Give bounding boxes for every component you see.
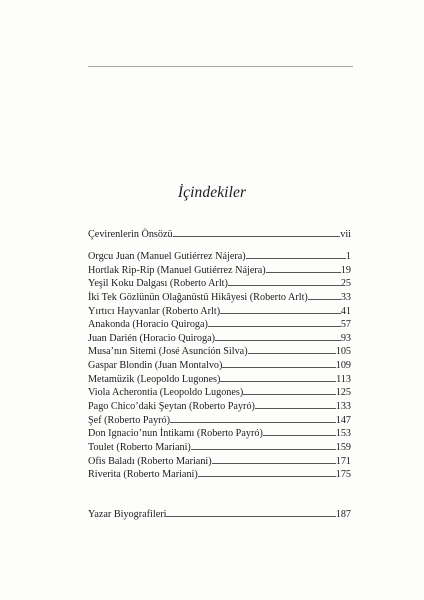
toc-entry-title: Viola Acherontia (Leopoldo Lugones) [88,387,244,399]
toc-entry [88,318,351,332]
toc-entry [88,508,351,522]
toc-entry-title: Yırtıcı Hayvanlar (Roberto Arlt) [88,305,221,317]
toc-entry-title: Şef (Roberto Payró) [88,414,171,426]
toc-page-number: 187 [335,509,351,520]
toc-page-number: 25 [340,278,351,290]
toc-entry-title: Gaspar Blondin (Juan Montalvo) [88,360,223,372]
toc-entry-title: Hortlak Rip-Rip (Manuel Gutiérrez Nájera) [88,264,266,276]
toc-page-number: 125 [335,387,351,399]
toc-entry [88,386,351,400]
toc-leader-line [222,367,335,368]
toc-entry-title: Çevirenlerin Önsözü [88,229,173,240]
toc-entry [88,264,351,278]
toc-entry [88,468,351,482]
toc-page-number: 175 [335,469,351,481]
header-rule [88,66,353,67]
toc-entry [88,345,351,359]
toc-leader-line [220,381,336,382]
toc-page-number: 147 [335,414,351,426]
toc-entry [88,427,351,441]
toc-front-matter [88,228,351,242]
toc-entry-title: Orgcu Juan (Manuel Gutiérrez Nájera) [88,251,246,262]
toc-leader-line [220,313,341,314]
toc-leader-line [170,422,336,423]
toc-leader-line [215,340,341,341]
toc-entry-title: Anakonda (Horacio Quiroga) [88,319,208,331]
toc-entry-title: İki Tek Gözlünün Olağanüstü Hikâyesi (Roberto Arlt) [88,291,308,303]
toc-page-number: 109 [335,360,351,372]
toc-leader-line [228,285,341,286]
toc-leader-line [198,476,336,477]
toc-entry-title: Pago Chico’daki Şeytan (Roberto Payró) [88,401,255,413]
toc-leader-line [308,299,341,300]
toc-entry [88,359,351,373]
toc-entry-title: Yazar Biyografileri [88,509,167,520]
toc-leader-line [243,394,335,395]
toc-page-number: 1 [345,251,351,262]
toc-page-number: 105 [335,346,351,358]
toc-page-number: 19 [340,264,351,276]
toc-entry-title: Riverita (Roberto Mariani) [88,469,198,481]
toc-entry [88,305,351,319]
toc-entry-title: Don Ignacio’nun İntikamı (Roberto Payró) [88,428,263,440]
toc-entry [88,400,351,414]
toc-entry [88,250,351,264]
toc-page-number: 159 [335,441,351,453]
toc-page-number: 33 [340,291,351,303]
toc-page-number: 171 [335,455,351,467]
toc-leader-line [255,408,336,409]
toc-entry-title: Toulet (Roberto Mariani) [88,441,191,453]
toc-page-number: 153 [335,428,351,440]
toc-entry [88,291,351,305]
toc-entry [88,441,351,455]
toc-entry [88,414,351,428]
toc-page-number: 57 [340,319,351,331]
toc-entry-title: Ofis Baladı (Roberto Mariani) [88,455,212,467]
toc-leader-line [191,449,336,450]
toc-entry-title: Yeşil Koku Dalgası (Roberto Arlt) [88,278,228,290]
toc-page-number: vii [340,229,351,240]
toc-leader-line [212,463,336,464]
toc-entry [88,332,351,346]
toc-leader-line [173,236,341,237]
toc-back-matter [88,508,351,522]
toc-entry [88,228,351,242]
toc-leader-line [208,326,341,327]
toc-leader-line [248,353,336,354]
toc-entry [88,455,351,469]
toc-entry-title: Musa’nın Sitemi (José Asunción Silva) [88,346,248,358]
toc-entry-title: Metamüzik (Leopoldo Lugones) [88,373,221,385]
toc-leader-line [166,516,335,517]
toc-page-number: 41 [340,305,351,317]
page-title: İçindekiler [177,184,247,201]
toc-entry [88,373,351,387]
toc-leader-line [266,272,341,273]
toc-page-number: 93 [340,332,351,344]
toc-leader-line [246,258,346,259]
toc-page-number: 113 [336,373,351,385]
toc-entry [88,277,351,291]
toc-entry-title: Juan Darién (Horacio Quiroga) [88,332,216,344]
toc-page-number: 133 [335,401,351,413]
toc-entries [88,250,351,482]
toc-leader-line [263,435,336,436]
